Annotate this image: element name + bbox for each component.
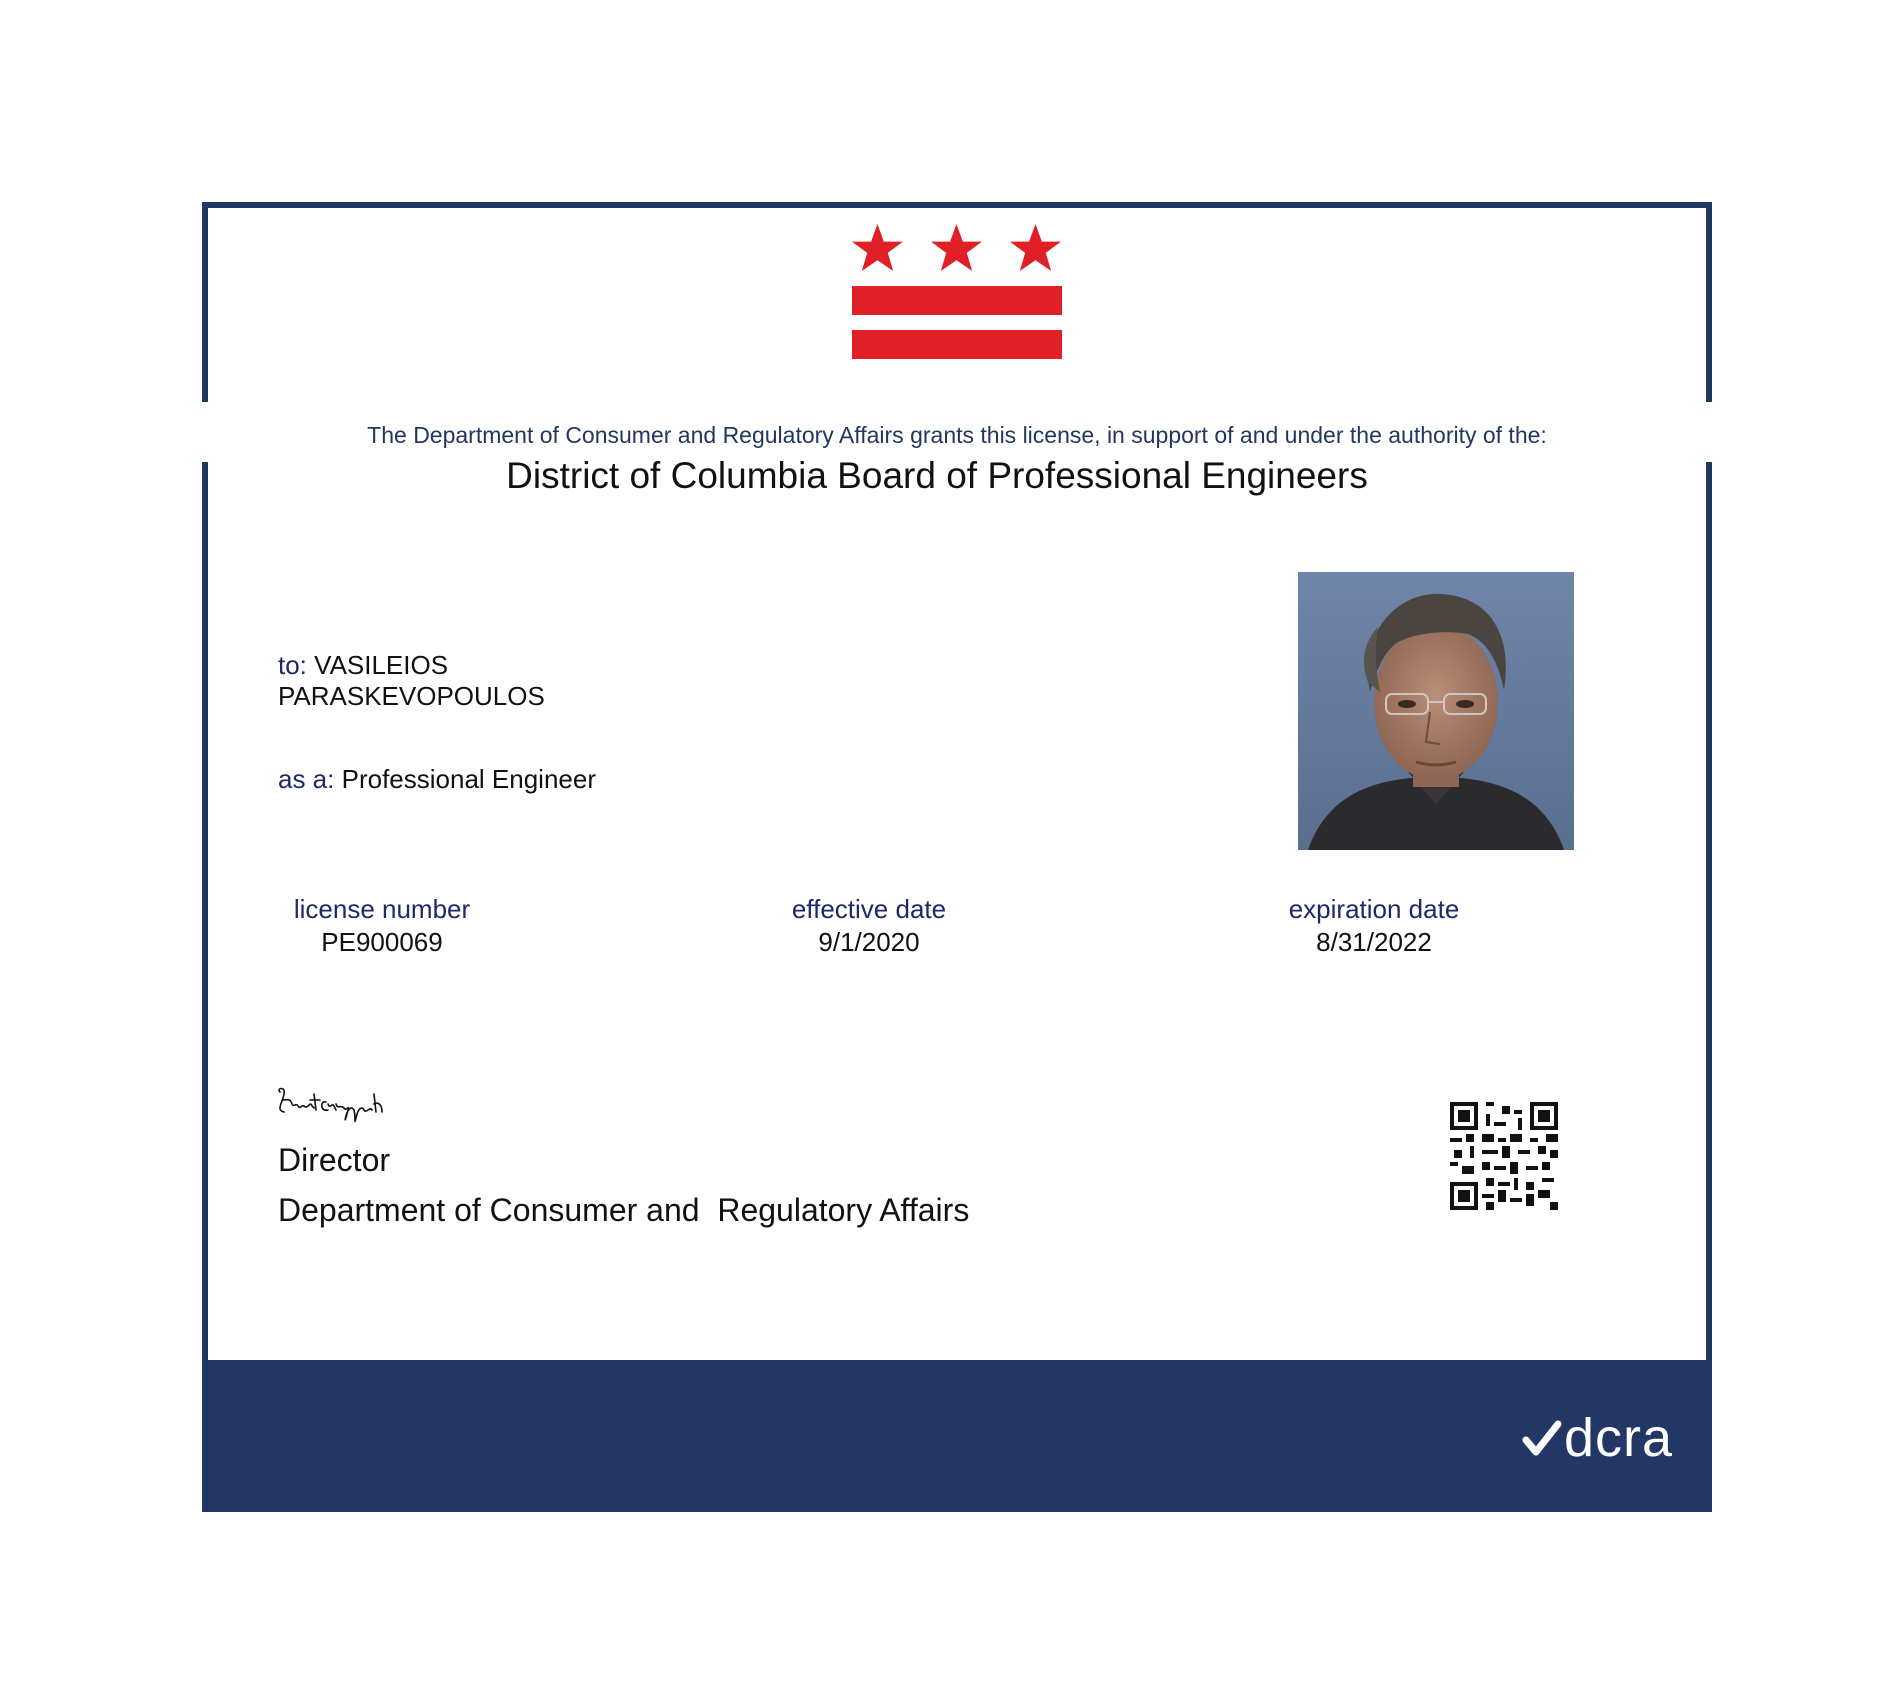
license-number-field — [232, 894, 532, 958]
expiration-date-field — [1224, 894, 1524, 958]
expiration-date-label: expiration date — [1288, 894, 1460, 924]
to-label: to: — [278, 650, 307, 680]
signer-title: Director — [278, 1142, 391, 1178]
license-number-label: license number — [293, 894, 471, 924]
dcra-logo-text: dcra — [1564, 1408, 1674, 1468]
board-title: District of Columbia Board of Professional Engineers — [506, 455, 1368, 496]
footer-band — [202, 1360, 1712, 1512]
qr-code-icon — [1450, 1102, 1558, 1210]
expiration-date-value: 8/31/2022 — [1316, 927, 1432, 957]
license-tagline: The Department of Consumer and Regulatory Affairs grants this license, in support of and under the authority of the: — [367, 422, 1547, 448]
check-icon — [1522, 1418, 1562, 1458]
effective-date-label: effective date — [791, 894, 947, 924]
profession: Professional Engineer — [341, 764, 596, 794]
licensee-photo — [1298, 572, 1574, 850]
licensee-first-name: VASILEIOS — [314, 650, 449, 680]
signer-department: Department of Consumer and Regulatory Affairs — [278, 1192, 970, 1228]
profession-line — [278, 764, 596, 795]
license-card — [202, 202, 1712, 1352]
licensee-last-name: PARASKEVOPOULOS — [278, 681, 545, 711]
as-label: as a: — [278, 764, 335, 794]
effective-date-value: 9/1/2020 — [818, 927, 920, 957]
licensee-block — [278, 650, 545, 712]
effective-date-field — [719, 894, 1019, 958]
dcra-logo — [1522, 1408, 1673, 1468]
signature-image — [274, 1082, 404, 1132]
dc-flag-icon — [852, 222, 1062, 362]
license-number-value: PE900069 — [321, 927, 443, 957]
